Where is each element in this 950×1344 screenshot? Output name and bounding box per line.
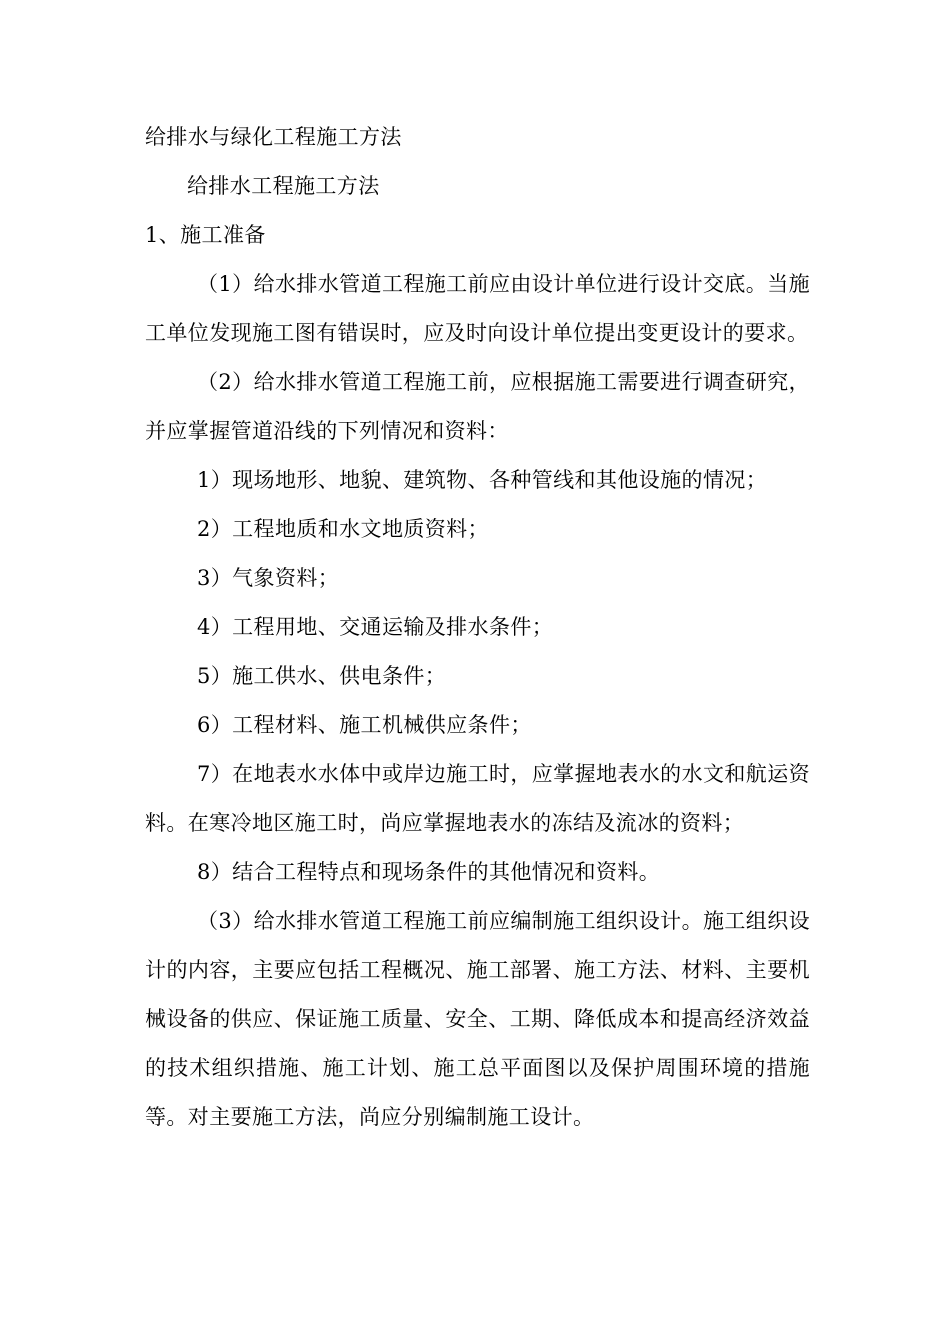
list-item: 1）现场地形、地貌、建筑物、各种管线和其他设施的情况； — [197, 468, 768, 492]
list-item: 8）结合工程特点和现场条件的其他情况和资料。 — [197, 860, 661, 884]
document-subtitle: 给排水工程施工方法 — [187, 174, 380, 198]
document-title: 给排水与绿化工程施工方法 — [145, 125, 402, 149]
paragraph: （1）给水排水管道工程施工前应由设计单位进行设计交底。当施工单位发现施工图有错误时，应及时向设计单位提出变更设计的要求。 — [145, 272, 810, 345]
list-item: 4）工程用地、交通运输及排水条件； — [197, 615, 554, 639]
paragraph: （3）给水排水管道工程施工前应编制施工组织设计。施工组织设计的内容，主要应包括工程概况、施工部署、施工方法、材料、主要机械设备的供应、保证施工质量、安全、工期、降低成本和提高经济效益的技术组织措施、施工计划、施工总平面图以及保护周围环境的措施等。对主要施工方法，尚应分别编制施工设计。 — [145, 909, 810, 1129]
paragraph: （2）给水排水管道工程施工前，应根据施工需要进行调查研究，并应掌握管道沿线的下列情况和资料： — [145, 370, 810, 443]
list-item: 5）施工供水、供电条件； — [197, 664, 447, 688]
list-item: 7）在地表水水体中或岸边施工时，应掌握地表水的水文和航运资料。在寒冷地区施工时，尚应掌握地表水的冻结及流冰的资料； — [145, 762, 810, 835]
section-heading: 1、施工准备 — [145, 223, 266, 247]
list-item: 2）工程地质和水文地质资料； — [197, 517, 489, 541]
document-body — [145, 113, 810, 1142]
list-item: 6）工程材料、施工机械供应条件； — [197, 713, 532, 737]
list-item: 3）气象资料； — [197, 566, 340, 590]
